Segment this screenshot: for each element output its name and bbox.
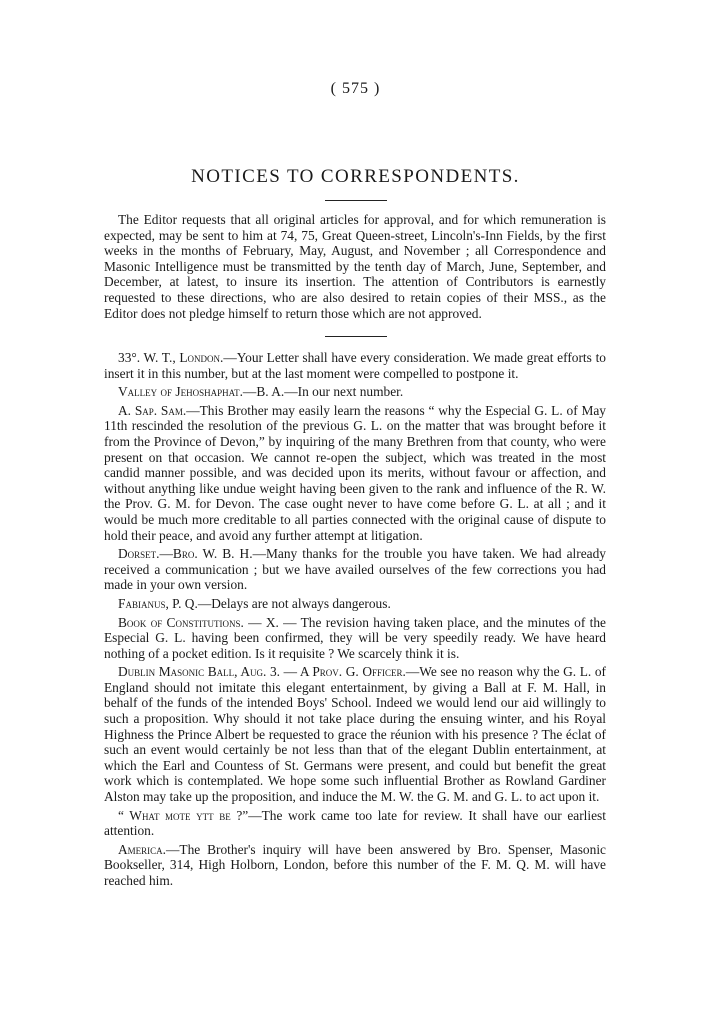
notice-heading: Dublin Masonic Ball, Aug. 3. — A Prov. G. Officer.—: [118, 664, 420, 680]
divider-rule: [325, 336, 387, 337]
notice-item: [104, 596, 606, 612]
notice-item: [104, 664, 606, 804]
notice-heading: 33°. W. T., London.—: [118, 350, 237, 365]
notice-text: Delays are not always dangerous.: [211, 595, 391, 611]
notice-heading: Dorset.—Bro. W. B. H.—: [118, 546, 266, 562]
page-heading: NOTICES TO CORRESPONDENTS.: [191, 166, 520, 187]
notices-list: [104, 350, 606, 892]
notice-heading: Fabianus, P. Q.—: [118, 595, 212, 611]
notice-heading: Book of Constitutions. — X. —: [118, 614, 297, 630]
notice-item: [104, 546, 606, 593]
notice-text: In our next number.: [297, 384, 404, 400]
notice-text: We see no reason why the G. L. of England should not imitate this elegant entertainment, by giving a Ball at F. M. Hall, in behalf of the funds of the intended Boys' School. Indeed we would lend our aid willingly to such a proposition. Why should it not take place during the ensuing winter, and his Royal Highness the Prince Albert be requested to grace the réunion with his presence ? The éclat of such an event would certainly be not less than that of the elegant Dublin entertainment, at which the Earl and Countess of St. Germans were present, and could but benefit the great work which is contemplated. We hope some such influential Brother as Rowland Gardiner Alston may take up the proposition, and induce the M. W. the G. M. and G. L. to act upon it.: [104, 664, 606, 805]
page-number: ( 575 ): [330, 80, 381, 97]
notice-text: The Brother's inquiry will have been answered by Bro. Spenser, Masonic Bookseller, 314, High Holborn, London, before this number of the F. M. Q. M. will have reached him.: [104, 841, 606, 888]
notice-text: Your Letter shall have every consideration. We made great efforts to insert it in this number, but at the last moment were compelled to postpone it.: [104, 350, 606, 381]
divider-rule: [325, 200, 387, 201]
notice-item: [104, 808, 606, 839]
notice-text: The work came too late for review. It shall have our earliest attention.: [104, 807, 606, 839]
notice-heading: A. Sap. Sam.—: [118, 402, 200, 418]
notice-text: Many thanks for the trouble you have taken. We had already received a communication ; but we have availed ourselves of the few corrections you had made in your own version.: [104, 546, 606, 593]
notice-text: The revision having taken place, and the minutes of the Especial G. L. having been confirmed, they will be very speedily ready. We have heard nothing of a pocket edition. Is it requisite ? We scarcely think it is.: [104, 614, 607, 661]
notice-text: This Brother may easily learn the reasons “ why the Especial G. L. of May 11th rescinded the resolution of the previous G. L. on the matter that was brought before it from the Province of Devon,” by inquiring of the many Brethren from that county, who were present on that occasion. We cannot re-open the subject, which was treated in the most candid manner possible, and was decided upon its merits, without favour or affection, and without anything like undue weight having been given to the rank and influence of the R. W. the Prov. G. M. for Devon. The case ought never to have come before G. L. at all ; and it would be much more creditable to all parties connected with the original cause of dispute to hold their peace, and avoid any further attempt at litigation.: [104, 402, 606, 543]
notice-item: [104, 615, 606, 662]
notice-heading: Valley of Jehoshaphat.—B. A.—: [118, 384, 298, 400]
notice-item: [104, 842, 606, 889]
notice-item: [104, 350, 606, 381]
notice-heading: “ What mote ytt be ?”—: [118, 807, 262, 823]
notice-item: [104, 384, 606, 400]
notice-item: [104, 403, 606, 543]
editor-notice-paragraph: The Editor requests that all original articles for approval, and for which remuneration is expected, may be sent to him at 74, 75, Great Queen-street, Lincoln's-Inn Fields, by the first weeks in the months of February, May, August, and November ; all Correspondence and Masonic Intelligence must be transmitted by the tenth day of March, June, September, and December, at latest, to insure its insertion. The attention of Contributors is earnestly requested to these directions, who are also desired to retain copies of their MSS., as the Editor does not pledge himself to return those which are not approved.: [104, 212, 606, 321]
notice-heading: America.—: [118, 841, 180, 857]
